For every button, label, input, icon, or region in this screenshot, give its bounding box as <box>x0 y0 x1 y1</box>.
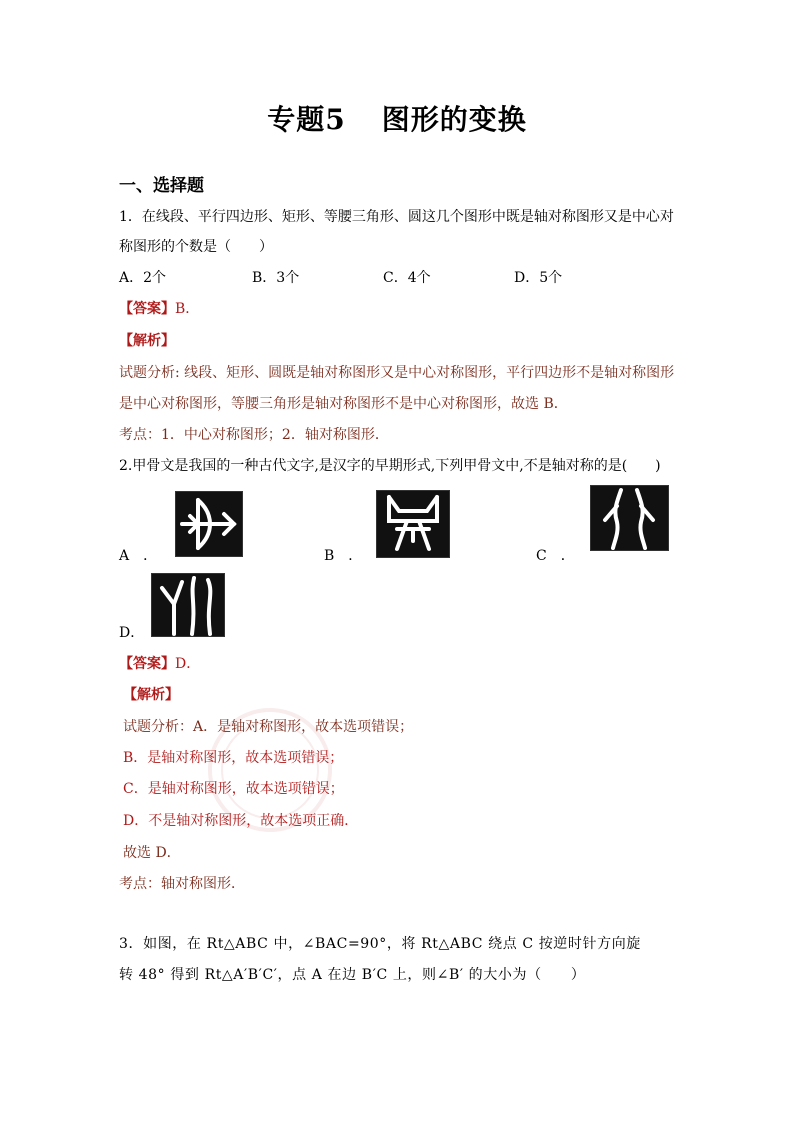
oracle-bone-a-image <box>175 491 243 557</box>
q1-answer: 【答案】B． <box>119 301 200 317</box>
q2-answer: 【答案】D． <box>119 656 201 672</box>
q1-option-c: C．4个 <box>383 270 431 286</box>
q2-analysis-line2: B．是轴对称图形，故本选项错误； <box>123 750 344 766</box>
page-title: 专题5 图形的变换 <box>267 103 527 136</box>
oracle-bone-b-image <box>376 490 450 558</box>
section-heading: 一、选择题 <box>119 176 204 196</box>
q2-option-c: C ． <box>536 548 575 564</box>
oracle-bone-c-image <box>590 485 669 551</box>
q1-kaodian: 考点：1．中心对称图形；2．轴对称图形． <box>119 427 389 443</box>
q1-option-b: B．3个 <box>252 270 300 286</box>
q1-analysis-line2: 是中心对称图形，等腰三角形是轴对称图形不是中心对称图形，故选 B． <box>119 396 568 412</box>
q3-stem-line1: 3．如图，在 Rt△ABC 中，∠BAC=90°，将 Rt△ABC 绕点 C 按逆时针方向旋 <box>119 936 641 952</box>
q2-analysis-line1: 试题分析：A．是轴对称图形，故本选项错误； <box>123 719 414 735</box>
q1-analysis-line1: 试题分析: 线段、矩形、圆既是轴对称图形又是中心对称图形，平行四边形不是轴对称图形 <box>119 365 675 381</box>
q1-stem-line2: 称图形的个数是（ ） <box>119 239 273 255</box>
q2-analysis-line5: 故选 D． <box>123 845 181 861</box>
q2-option-b: B ． <box>324 548 363 564</box>
q2-stem: 2.甲骨文是我国的一种古代文字,是汉字的早期形式,下列甲骨文中,不是轴对称的是( ) <box>119 458 661 474</box>
q2-analysis-label: 【解析】 <box>123 687 179 703</box>
q1-option-d: D．5个 <box>514 270 563 286</box>
q2-analysis-line4: D．不是轴对称图形，故本选项正确． <box>123 813 359 829</box>
q1-option-a: A．2个 <box>119 270 167 286</box>
q1-analysis-label: 【解析】 <box>119 333 175 349</box>
q1-stem-line1: 1．在线段、平行四边形、矩形、等腰三角形、圆这几个图形中既是轴对称图形又是中心对 <box>119 209 674 225</box>
q2-analysis-line3: C．是轴对称图形，故本选项错误； <box>123 781 344 797</box>
q2-option-d: D． <box>119 625 145 641</box>
q2-option-a: A ． <box>119 548 158 564</box>
q3-stem-line2: 转 48° 得到 Rt△A′B′C′，点 A 在边 B′C 上，则∠B′ 的大小为（ ） <box>119 967 586 983</box>
oracle-bone-d-image <box>151 573 225 637</box>
q2-kaodian: 考点：轴对称图形． <box>119 876 245 892</box>
